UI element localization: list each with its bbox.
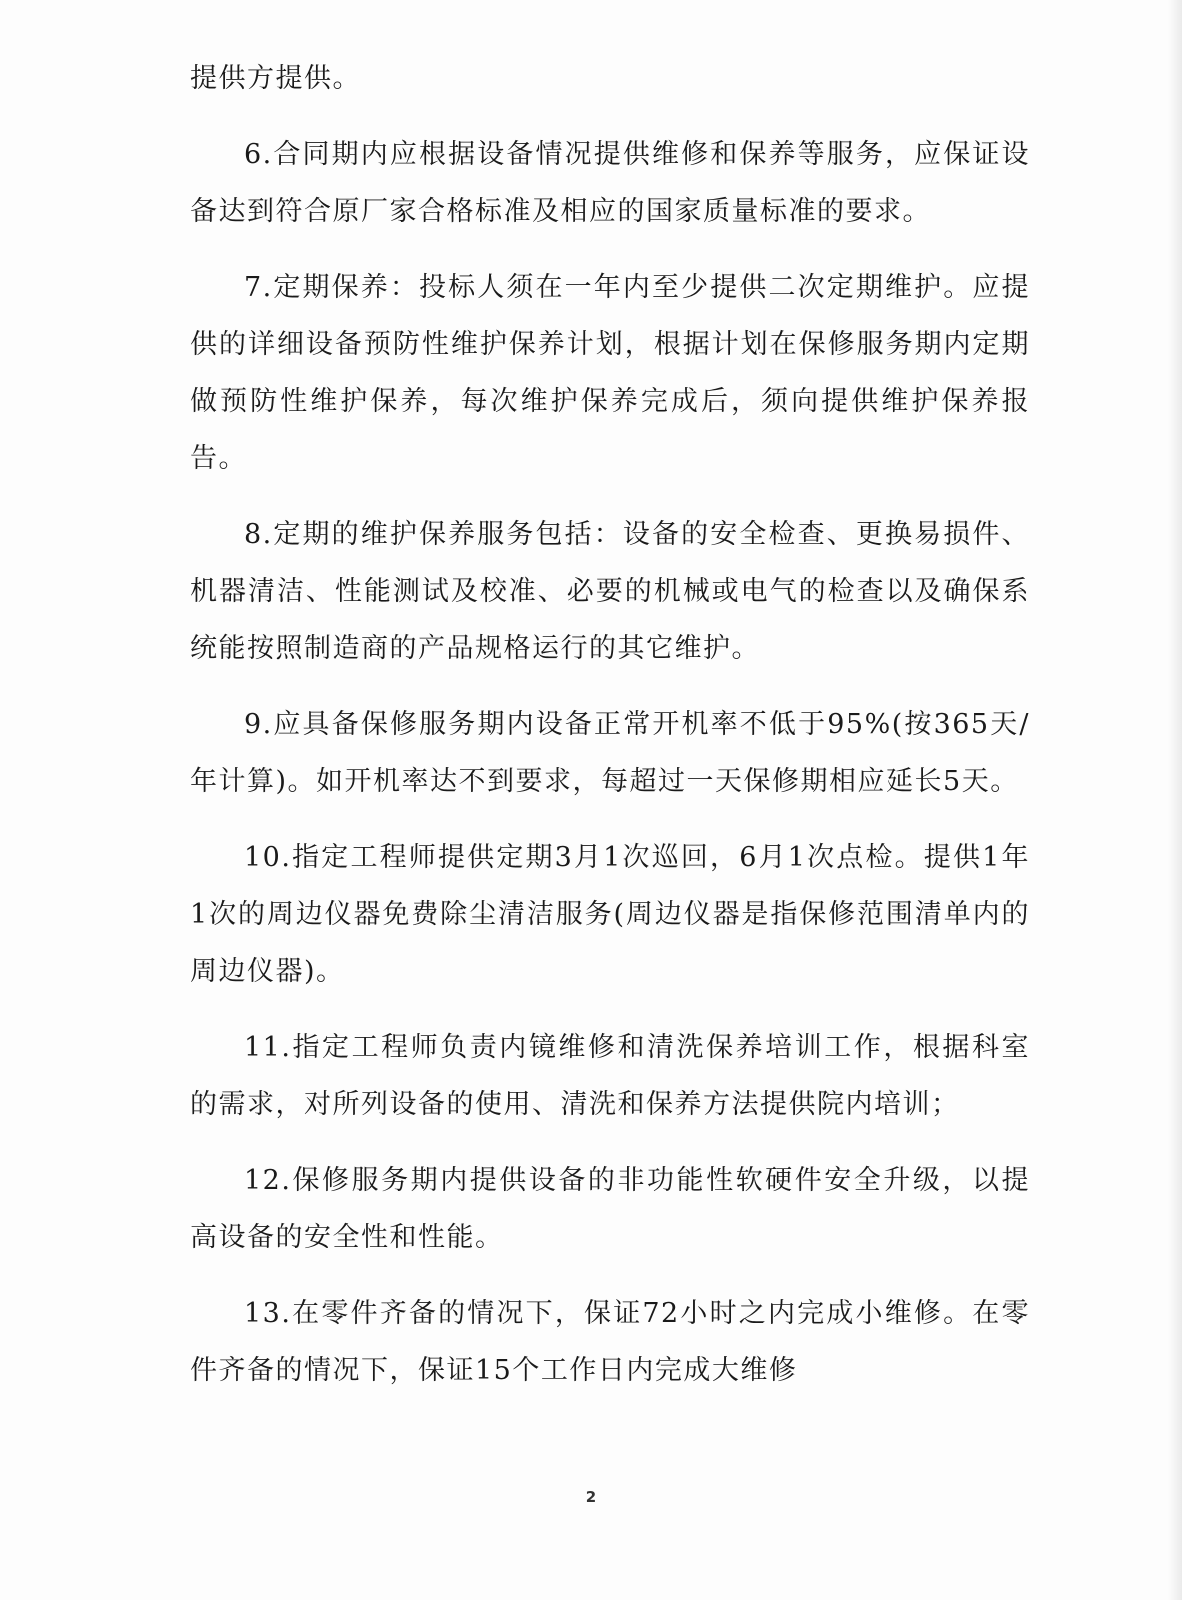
paragraph-item-6: 6.合同期内应根据设备情况提供维修和保养等服务，应保证设备达到符合原厂家合格标准及相应的国家质量标准的要求。: [190, 139, 1030, 227]
paragraph-item-11: 11.指定工程师负责内镜维修和清洗保养培训工作，根据科室的需求，对所列设备的使用、清洗和保养方法提供院内培训；: [190, 1032, 1030, 1120]
paragraph-item-9: 9.应具备保修服务期内设备正常开机率不低于95%(按365天/年计算)。如开机率达不到要求，每超过一天保修期相应延长5天。: [190, 709, 1030, 797]
document-body: [190, 50, 1030, 1418]
paragraph-item-7: 7.定期保养：投标人须在一年内至少提供二次定期维护。应提供的详细设备预防性维护保养计划，根据计划在保修服务期内定期做预防性维护保养，每次维护保养完成后，须向提供维护保养报告。: [190, 272, 1030, 474]
paragraph-item-13: 13.在零件齐备的情况下，保证72小时之内完成小维修。在零件齐备的情况下，保证15个工作日内完成大维修: [190, 1298, 1030, 1386]
paragraph-continuation: 提供方提供。: [190, 63, 361, 94]
scan-edge-shadow: [1168, 0, 1182, 1600]
paragraph-item-12: 12.保修服务期内提供设备的非功能性软硬件安全升级，以提高设备的安全性和性能。: [190, 1165, 1030, 1253]
paragraph-item-8: 8.定期的维护保养服务包括：设备的安全检查、更换易损件、机器清洁、性能测试及校准、必要的机械或电气的检查以及确保系统能按照制造商的产品规格运行的其它维护。: [190, 519, 1030, 664]
page-number: 2: [585, 1488, 597, 1506]
paragraph-item-10: 10.指定工程师提供定期3月1次巡回，6月1次点检。提供1年1次的周边仪器免费除尘清洁服务(周边仪器是指保修范围清单内的周边仪器)。: [190, 842, 1030, 987]
